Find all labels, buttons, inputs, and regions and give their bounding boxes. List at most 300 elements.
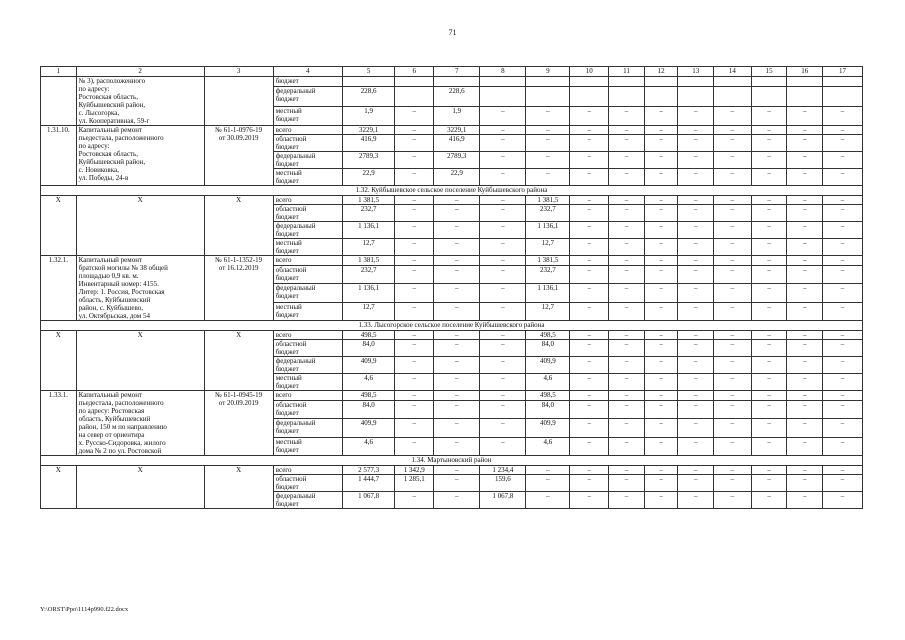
value-cell: – <box>714 437 752 455</box>
value-cell: – <box>434 205 480 222</box>
footer-file-path: Y:\ORST\Ppo\1114p990.f22.docx <box>40 606 129 613</box>
value-cell: – <box>609 302 645 320</box>
value-cell: – <box>644 340 678 357</box>
value-cell: – <box>787 475 823 492</box>
value-cell: 1 381,5 <box>342 196 394 205</box>
table-row <box>41 331 863 340</box>
item-document: № 61-1-0976-19 от 30.09.2019 <box>204 126 273 186</box>
value-cell: 1 136,1 <box>526 284 570 302</box>
value-cell: – <box>678 205 714 222</box>
value-cell: – <box>395 357 434 374</box>
value-cell: – <box>609 466 645 475</box>
value-cell: – <box>570 331 609 340</box>
value-cell: – <box>714 205 752 222</box>
value-cell: – <box>751 419 787 437</box>
value-cell: – <box>434 419 480 437</box>
value-cell: – <box>787 106 823 125</box>
value-cell: – <box>644 302 678 320</box>
value-cell: – <box>678 106 714 125</box>
value-cell: – <box>644 419 678 437</box>
value-cell: – <box>570 256 609 266</box>
value-cell: – <box>678 400 714 418</box>
value-cell: – <box>609 265 645 283</box>
value-cell: – <box>751 374 787 391</box>
funding-source: местный бюджет <box>273 239 342 256</box>
value-cell: 228,6 <box>342 87 394 106</box>
value-cell: – <box>787 374 823 391</box>
funding-source: всего <box>273 196 342 205</box>
column-header: 4 <box>273 67 342 77</box>
item-number: 1.32.1. <box>41 256 77 321</box>
value-cell <box>714 77 752 87</box>
column-header: 14 <box>714 67 752 77</box>
column-header: 13 <box>678 67 714 77</box>
value-cell: – <box>823 374 863 391</box>
value-cell: – <box>395 374 434 391</box>
value-cell: – <box>644 106 678 125</box>
value-cell: – <box>678 169 714 186</box>
funding-source: федеральный бюджет <box>273 357 342 374</box>
value-cell: – <box>714 419 752 437</box>
value-cell: – <box>395 135 434 152</box>
value-cell: – <box>751 331 787 340</box>
value-cell: – <box>434 475 480 492</box>
value-cell: – <box>714 391 752 401</box>
value-cell: – <box>678 437 714 455</box>
value-cell: – <box>570 419 609 437</box>
value-cell: – <box>609 475 645 492</box>
value-cell: – <box>714 135 752 152</box>
value-cell: – <box>787 169 823 186</box>
value-cell: – <box>609 126 645 135</box>
value-cell: – <box>678 340 714 357</box>
funding-source: федеральный бюджет <box>273 492 342 509</box>
value-cell: – <box>823 357 863 374</box>
value-cell: – <box>480 437 526 455</box>
value-cell: – <box>480 169 526 186</box>
value-cell: – <box>751 135 787 152</box>
value-cell: – <box>395 419 434 437</box>
value-cell: – <box>395 331 434 340</box>
value-cell: 409,9 <box>342 357 394 374</box>
value-cell: – <box>678 475 714 492</box>
value-cell <box>526 87 570 106</box>
section-title: 1.33. Лысогорское сельское поселение Куйбышевского района <box>41 321 863 331</box>
value-cell: – <box>714 126 752 135</box>
value-cell: – <box>644 126 678 135</box>
value-cell: – <box>434 340 480 357</box>
value-cell <box>751 77 787 87</box>
value-cell: – <box>434 492 480 509</box>
value-cell: – <box>823 391 863 401</box>
value-cell: – <box>751 391 787 401</box>
value-cell: – <box>823 284 863 302</box>
value-cell: – <box>480 302 526 320</box>
value-cell: – <box>823 256 863 266</box>
funding-source: федеральный бюджет <box>273 152 342 169</box>
column-header: 16 <box>787 67 823 77</box>
value-cell: – <box>644 357 678 374</box>
value-cell: – <box>480 340 526 357</box>
value-cell: – <box>751 169 787 186</box>
value-cell <box>570 87 609 106</box>
value-cell: 1 136,1 <box>342 284 394 302</box>
value-cell: 232,7 <box>342 265 394 283</box>
value-cell: – <box>787 400 823 418</box>
item-name: Капитальный ремонт братской могилы № 38 общей площадью 0,9 кв. м. Инвентарный номер: 4155. Литер: 1. Россия, Ростовская область, Куйбышевский район, с. Куйбышево, ул. Октябрьская, дом 54 <box>76 256 204 321</box>
value-cell: – <box>395 152 434 169</box>
value-cell: – <box>526 135 570 152</box>
column-header: 1 <box>41 67 77 77</box>
value-cell: – <box>526 466 570 475</box>
table-row <box>41 196 863 205</box>
value-cell: – <box>480 374 526 391</box>
value-cell: – <box>570 340 609 357</box>
funding-source: всего <box>273 126 342 135</box>
value-cell: – <box>823 169 863 186</box>
value-cell <box>609 77 645 87</box>
value-cell: – <box>434 239 480 256</box>
value-cell: – <box>787 205 823 222</box>
value-cell: – <box>823 126 863 135</box>
value-cell: – <box>751 256 787 266</box>
value-cell: – <box>714 284 752 302</box>
value-cell: – <box>609 239 645 256</box>
value-cell: 3229,1 <box>342 126 394 135</box>
item-name: Капитальный ремонт пьедестала, расположенного по адресу: Ростовская область, Куйбышевский район, 150 м по направлению на север от ориентира х. Русско-Сидоровка, жилого дома № 2 по ул. Ростовской <box>76 391 204 456</box>
table-row <box>41 256 863 266</box>
value-cell: 409,9 <box>526 357 570 374</box>
value-cell: 1 067,8 <box>480 492 526 509</box>
value-cell: – <box>751 492 787 509</box>
value-cell: 1 381,5 <box>342 256 394 266</box>
value-cell <box>395 77 434 87</box>
value-cell: – <box>823 419 863 437</box>
section-row <box>41 456 863 466</box>
value-cell: – <box>434 222 480 239</box>
value-cell: – <box>526 169 570 186</box>
item-document: Х <box>204 196 273 256</box>
value-cell: – <box>395 196 434 205</box>
item-name: Капитальный ремонт пьедестала, расположенного по адресу: Ростовская область, Куйбышевский район, с. Новиковка, ул. Победы, 24-в <box>76 126 204 186</box>
funding-source: местный бюджет <box>273 437 342 455</box>
value-cell: – <box>609 331 645 340</box>
value-cell: – <box>609 374 645 391</box>
value-cell: – <box>609 391 645 401</box>
value-cell: – <box>823 492 863 509</box>
value-cell: – <box>644 391 678 401</box>
value-cell: – <box>644 135 678 152</box>
value-cell: – <box>678 222 714 239</box>
item-document: Х <box>204 466 273 509</box>
funding-source: всего <box>273 256 342 266</box>
value-cell: 1 136,1 <box>342 222 394 239</box>
value-cell: – <box>644 374 678 391</box>
funding-source: бюджет <box>273 77 342 87</box>
value-cell: – <box>570 239 609 256</box>
value-cell: – <box>678 256 714 266</box>
column-header: 11 <box>609 67 645 77</box>
value-cell: – <box>570 284 609 302</box>
value-cell: – <box>714 492 752 509</box>
value-cell: – <box>570 106 609 125</box>
section-row <box>41 321 863 331</box>
value-cell: – <box>609 340 645 357</box>
value-cell: – <box>480 126 526 135</box>
item-name: № 3), расположенного по адресу: Ростовская область, Куйбышевский район, с. Лысогорка, ул. Кооперативная, 59-г <box>76 77 204 126</box>
value-cell: – <box>570 222 609 239</box>
value-cell: – <box>823 239 863 256</box>
section-row <box>41 186 863 196</box>
value-cell: 1 342,9 <box>395 466 434 475</box>
value-cell <box>570 77 609 87</box>
value-cell: – <box>395 492 434 509</box>
value-cell <box>644 87 678 106</box>
funding-source: областной бюджет <box>273 475 342 492</box>
value-cell: – <box>609 437 645 455</box>
value-cell: 1 067,8 <box>342 492 394 509</box>
value-cell: – <box>480 205 526 222</box>
value-cell: – <box>570 126 609 135</box>
value-cell: – <box>644 265 678 283</box>
value-cell: – <box>570 152 609 169</box>
value-cell: – <box>823 152 863 169</box>
value-cell: – <box>570 437 609 455</box>
value-cell: – <box>480 400 526 418</box>
value-cell: – <box>644 169 678 186</box>
value-cell: – <box>751 106 787 125</box>
value-cell: – <box>526 492 570 509</box>
value-cell: – <box>434 466 480 475</box>
funding-source: местный бюджет <box>273 302 342 320</box>
value-cell: – <box>823 400 863 418</box>
value-cell: 1 381,5 <box>526 256 570 266</box>
funding-source: местный бюджет <box>273 106 342 125</box>
value-cell: 4,6 <box>526 374 570 391</box>
value-cell: – <box>434 265 480 283</box>
item-number: Х <box>41 196 77 256</box>
value-cell: – <box>526 152 570 169</box>
value-cell: – <box>787 239 823 256</box>
value-cell: – <box>570 475 609 492</box>
value-cell: 409,9 <box>526 419 570 437</box>
value-cell <box>395 87 434 106</box>
item-number: 1.31.10. <box>41 126 77 186</box>
value-cell: – <box>714 400 752 418</box>
value-cell: – <box>787 256 823 266</box>
value-cell: 498,5 <box>526 331 570 340</box>
value-cell <box>342 77 394 87</box>
value-cell: – <box>678 284 714 302</box>
value-cell: – <box>644 475 678 492</box>
value-cell: – <box>678 492 714 509</box>
value-cell: – <box>678 196 714 205</box>
column-header: 17 <box>823 67 863 77</box>
value-cell: – <box>644 205 678 222</box>
value-cell: 1 381,5 <box>526 196 570 205</box>
value-cell: – <box>570 196 609 205</box>
column-header: 10 <box>570 67 609 77</box>
funding-source: областной бюджет <box>273 135 342 152</box>
value-cell: – <box>678 391 714 401</box>
value-cell: – <box>644 492 678 509</box>
value-cell: – <box>787 340 823 357</box>
value-cell: – <box>480 265 526 283</box>
value-cell: 232,7 <box>526 205 570 222</box>
value-cell: – <box>609 222 645 239</box>
section-title: 1.32. Куйбышевское сельское поселение Куйбышевского района <box>41 186 863 196</box>
value-cell: – <box>823 222 863 239</box>
funding-source: всего <box>273 466 342 475</box>
item-name: Х <box>76 196 204 256</box>
header-row <box>41 67 863 77</box>
value-cell: – <box>609 400 645 418</box>
value-cell: 84,0 <box>526 340 570 357</box>
value-cell: 232,7 <box>526 265 570 283</box>
value-cell: 4,6 <box>526 437 570 455</box>
column-header: 3 <box>204 67 273 77</box>
value-cell <box>823 77 863 87</box>
column-header: 12 <box>644 67 678 77</box>
value-cell: 22,9 <box>342 169 394 186</box>
value-cell: – <box>751 437 787 455</box>
value-cell: – <box>787 302 823 320</box>
value-cell: – <box>751 400 787 418</box>
value-cell: 1 234,4 <box>480 466 526 475</box>
value-cell: – <box>526 126 570 135</box>
value-cell: – <box>644 437 678 455</box>
value-cell: – <box>714 374 752 391</box>
funding-source: всего <box>273 331 342 340</box>
value-cell: – <box>823 265 863 283</box>
value-cell: – <box>609 492 645 509</box>
value-cell: – <box>570 357 609 374</box>
value-cell: – <box>714 152 752 169</box>
value-cell: – <box>714 222 752 239</box>
value-cell: – <box>609 106 645 125</box>
item-name: Х <box>76 331 204 391</box>
value-cell: – <box>714 357 752 374</box>
value-cell: – <box>751 205 787 222</box>
value-cell: – <box>787 126 823 135</box>
value-cell: – <box>395 222 434 239</box>
value-cell: – <box>480 239 526 256</box>
value-cell: – <box>644 152 678 169</box>
value-cell: – <box>609 419 645 437</box>
value-cell: 409,9 <box>342 419 394 437</box>
funding-source: областной бюджет <box>273 205 342 222</box>
value-cell: – <box>395 340 434 357</box>
page-number: 71 <box>448 28 457 37</box>
value-cell: – <box>823 196 863 205</box>
value-cell: – <box>678 331 714 340</box>
value-cell: – <box>714 340 752 357</box>
value-cell: – <box>678 357 714 374</box>
value-cell: – <box>434 331 480 340</box>
value-cell: – <box>787 357 823 374</box>
value-cell: 498,5 <box>342 391 394 401</box>
value-cell: – <box>751 152 787 169</box>
funding-source: федеральный бюджет <box>273 419 342 437</box>
value-cell: – <box>480 222 526 239</box>
value-cell: – <box>678 302 714 320</box>
value-cell: 416,9 <box>434 135 480 152</box>
item-name: Х <box>76 466 204 509</box>
value-cell: – <box>644 196 678 205</box>
value-cell <box>678 87 714 106</box>
value-cell: – <box>787 466 823 475</box>
value-cell: 84,0 <box>526 400 570 418</box>
value-cell: 3229,1 <box>434 126 480 135</box>
value-cell: – <box>609 205 645 222</box>
value-cell: – <box>714 466 752 475</box>
funding-source: местный бюджет <box>273 374 342 391</box>
value-cell: – <box>787 492 823 509</box>
value-cell: – <box>751 222 787 239</box>
value-cell: – <box>678 239 714 256</box>
value-cell <box>823 87 863 106</box>
value-cell: – <box>644 466 678 475</box>
value-cell: – <box>395 284 434 302</box>
value-cell: 2789,3 <box>434 152 480 169</box>
value-cell: 1 136,1 <box>526 222 570 239</box>
value-cell: – <box>480 135 526 152</box>
value-cell: – <box>823 205 863 222</box>
value-cell: – <box>434 357 480 374</box>
value-cell <box>609 87 645 106</box>
budget-table <box>40 66 863 509</box>
value-cell <box>714 87 752 106</box>
value-cell: – <box>644 256 678 266</box>
value-cell: – <box>787 222 823 239</box>
value-cell: 22,9 <box>434 169 480 186</box>
value-cell: – <box>678 135 714 152</box>
item-number: Х <box>41 466 77 509</box>
value-cell: – <box>480 391 526 401</box>
value-cell: – <box>823 106 863 125</box>
value-cell: 232,7 <box>342 205 394 222</box>
value-cell: – <box>644 222 678 239</box>
value-cell: – <box>570 391 609 401</box>
value-cell: – <box>644 239 678 256</box>
value-cell: – <box>751 466 787 475</box>
value-cell: 498,5 <box>526 391 570 401</box>
value-cell: – <box>751 340 787 357</box>
value-cell: – <box>570 466 609 475</box>
value-cell <box>787 77 823 87</box>
value-cell: – <box>787 135 823 152</box>
table-row <box>41 466 863 475</box>
value-cell: – <box>787 391 823 401</box>
value-cell: – <box>570 492 609 509</box>
value-cell: – <box>714 239 752 256</box>
value-cell: – <box>480 152 526 169</box>
value-cell: – <box>434 374 480 391</box>
value-cell: 12,7 <box>342 302 394 320</box>
value-cell: – <box>570 302 609 320</box>
value-cell <box>526 77 570 87</box>
value-cell: 498,5 <box>342 331 394 340</box>
item-document <box>204 77 273 126</box>
value-cell: – <box>751 357 787 374</box>
value-cell: – <box>678 265 714 283</box>
value-cell: – <box>395 437 434 455</box>
value-cell: – <box>787 284 823 302</box>
value-cell: – <box>570 135 609 152</box>
value-cell: – <box>644 284 678 302</box>
value-cell: – <box>714 196 752 205</box>
value-cell: – <box>787 196 823 205</box>
